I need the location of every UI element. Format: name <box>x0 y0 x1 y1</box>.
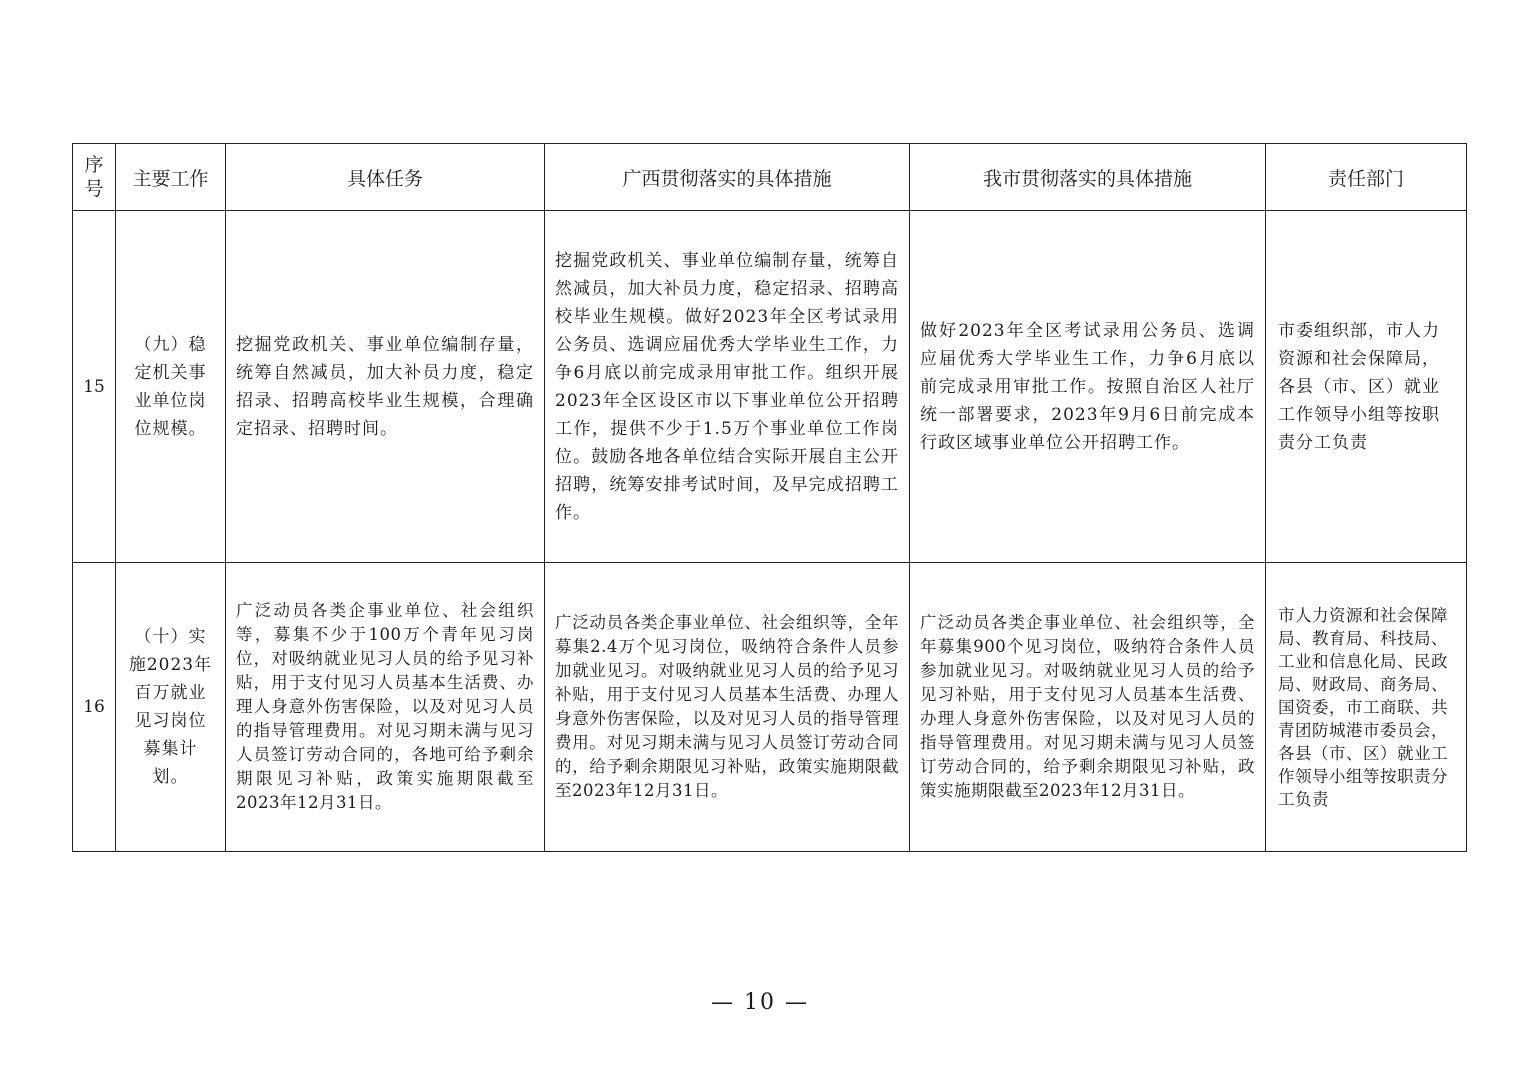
header-task: 具体任务 <box>226 144 545 211</box>
row-guangxi-measures: 挖掘党政机关、事业单位编制存量，统筹自然减员，加大补员力度，稳定招录、招聘高校毕业生规模。做好2023年全区考试录用公务员、选调应届优秀大学毕业生工作，力争6月底以前完成录用审批工作。组织开展2023年全区设区市以下事业单位公开招聘工作，提供不少于1.5万个事业单位工作岗位。鼓励各地各单位结合实际开展自主公开招聘，统筹安排考试时间，及早完成招聘工作。 <box>545 211 910 563</box>
header-main-work: 主要工作 <box>116 144 226 211</box>
header-seq: 序号 <box>73 144 116 211</box>
row-main-work: （十）实施2023年百万就业见习岗位募集计划。 <box>116 563 226 852</box>
row-city-measures: 广泛动员各类企事业单位、社会组织等，全年募集900个见习岗位，吸纳符合条件人员参加就业见习。对吸纳就业见习人员的给予见习补贴，用于支付见习人员基本生活费、办理人身意外伤害保险，以及对见习人员的指导管理费用。对见习期未满与见习人员签订劳动合同的，给予剩余期限见习补贴，政策实施期限截至2023年12月31日。 <box>910 563 1266 852</box>
row-city-measures: 做好2023年全区考试录用公务员、选调应届优秀大学毕业生工作，力争6月底以前完成录用审批工作。按照自治区人社厅统一部署要求，2023年9月6日前完成本行政区域事业单位公开招聘工作。 <box>910 211 1266 563</box>
measures-table <box>72 143 1467 852</box>
table-row <box>73 211 1467 563</box>
row-main-work: （九）稳定机关事业单位岗位规模。 <box>116 211 226 563</box>
row-task: 广泛动员各类企事业单位、社会组织等，募集不少于100万个青年见习岗位，对吸纳就业见习人员的给予见习补贴，用于支付见习人员基本生活费、办理人身意外伤害保险，以及对见习人员的指导管理费用。对见习期未满与见习人员签订劳动合同的，各地可给予剩余期限见习补贴，政策实施期限截至2023年12月31日。 <box>226 563 545 852</box>
row-seq: 15 <box>73 211 116 563</box>
row-task: 挖掘党政机关、事业单位编制存量，统筹自然减员，加大补员力度，稳定招录、招聘高校毕业生规模，合理确定招录、招聘时间。 <box>226 211 545 563</box>
page-number: — 10 — <box>711 990 809 1015</box>
row-responsible-dept: 市人力资源和社会保障局、教育局、科技局、工业和信息化局、民政局、财政局、商务局、国资委，市工商联、共青团防城港市委员会，各县（市、区）就业工作领导小组等按职责分工负责 <box>1266 563 1467 852</box>
row-seq: 16 <box>73 563 116 852</box>
header-city-measures: 我市贯彻落实的具体措施 <box>910 144 1266 211</box>
header-guangxi-measures: 广西贯彻落实的具体措施 <box>545 144 910 211</box>
row-responsible-dept: 市委组织部，市人力资源和社会保障局，各县（市、区）就业工作领导小组等按职责分工负责 <box>1266 211 1467 563</box>
table-header-row <box>73 144 1467 211</box>
row-guangxi-measures: 广泛动员各类企事业单位、社会组织等，全年募集2.4万个见习岗位，吸纳符合条件人员参加就业见习。对吸纳就业见习人员的给予见习补贴，用于支付见习人员基本生活费、办理人身意外伤害保险，以及对见习人员的指导管理费用。对见习期未满与见习人员签订劳动合同的，给予剩余期限见习补贴，政策实施期限截至2023年12月31日。 <box>545 563 910 852</box>
header-responsible-dept: 责任部门 <box>1266 144 1467 211</box>
table-row <box>73 563 1467 852</box>
